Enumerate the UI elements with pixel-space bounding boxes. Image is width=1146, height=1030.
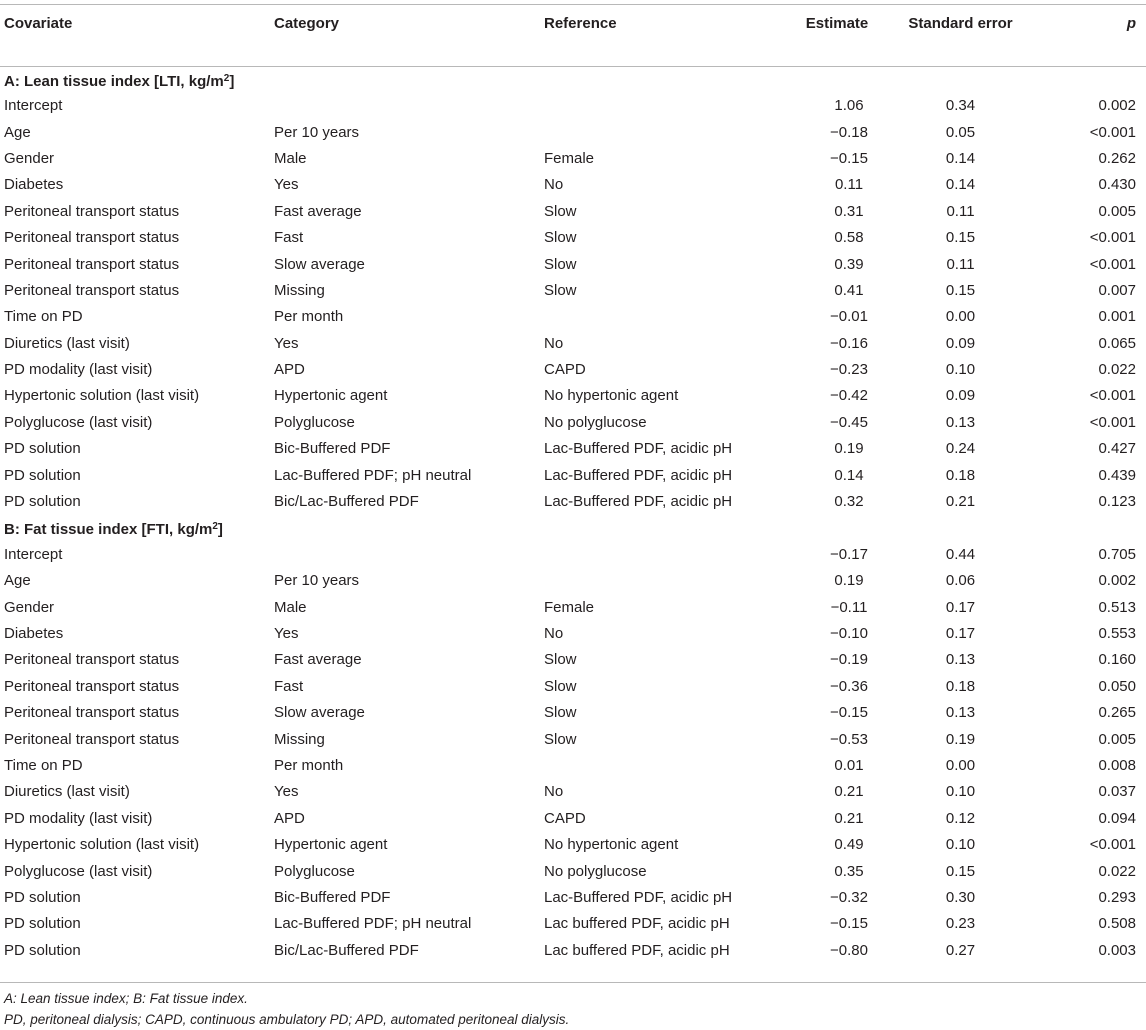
category-cell: Bic/Lac-Buffered PDF	[274, 941, 419, 959]
standard-error-cell: 0.13	[945, 704, 976, 722]
covariate-cell: Peritoneal transport status	[4, 202, 180, 220]
header-standard-error: Standard error	[908, 15, 1013, 32]
header-category: Category	[274, 15, 340, 32]
standard-error-cell: 0.05	[945, 123, 976, 141]
category-cell: Missing	[274, 281, 325, 299]
p-value-cell: 0.439	[1098, 466, 1136, 484]
table-header	[0, 9, 1146, 61]
p-value-cell: 0.022	[1098, 361, 1136, 379]
reference-cell	[540, 304, 790, 330]
section-title	[0, 61, 1146, 93]
estimate-cell: −0.80	[830, 941, 868, 959]
p-value-cell: 0.008	[1098, 756, 1136, 774]
estimate-cell: 1.06	[834, 97, 864, 115]
reference-cell	[540, 753, 790, 779]
standard-error-cell: 0.30	[945, 888, 976, 906]
p-value-cell: 0.022	[1098, 862, 1136, 880]
reference-cell: Lac-Buffered PDF, acidic pH	[544, 493, 733, 511]
table-row	[0, 621, 1146, 647]
table-row	[0, 594, 1146, 620]
estimate-cell: 0.41	[834, 281, 864, 299]
reference-cell: Female	[544, 149, 595, 167]
covariate-cell: PD solution	[4, 466, 81, 484]
estimate-cell: −0.36	[830, 677, 868, 695]
standard-error-cell: 0.34	[945, 97, 976, 115]
reference-cell: Lac-Buffered PDF, acidic pH	[544, 466, 733, 484]
standard-error-cell: 0.10	[945, 836, 976, 854]
section-title	[0, 515, 1146, 541]
category-cell: Per month	[274, 756, 344, 774]
category-cell: Hypertonic agent	[274, 836, 388, 854]
category-cell: APD	[274, 809, 305, 827]
standard-error-cell: 0.06	[945, 572, 976, 590]
category-cell	[270, 93, 540, 119]
reference-cell: CAPD	[544, 361, 586, 379]
regression-table	[0, 9, 1146, 964]
table-row	[0, 462, 1146, 488]
category-cell: Lac-Buffered PDF; pH neutral	[274, 466, 472, 484]
estimate-cell: −0.18	[830, 123, 868, 141]
p-value-cell: 0.513	[1098, 598, 1136, 616]
p-value-cell: 0.293	[1098, 888, 1136, 906]
p-value-cell: 0.430	[1098, 176, 1136, 194]
p-value-cell: 0.002	[1098, 97, 1136, 115]
category-cell: Yes	[274, 176, 299, 194]
table-row	[0, 172, 1146, 198]
p-value-cell: 0.262	[1098, 149, 1136, 167]
section-heading-row	[0, 61, 1146, 93]
category-cell: Yes	[274, 334, 299, 352]
standard-error-cell: 0.15	[945, 281, 976, 299]
covariate-cell: Time on PD	[4, 308, 83, 326]
standard-error-cell: 0.17	[945, 598, 976, 616]
section-title-tail: ]	[229, 73, 235, 90]
standard-error-cell: 0.23	[945, 915, 976, 933]
p-value-cell: <0.001	[1089, 387, 1136, 405]
standard-error-cell: 0.11	[946, 202, 975, 220]
estimate-cell: −0.53	[830, 730, 868, 748]
table-row	[0, 779, 1146, 805]
reference-cell: Slow	[544, 202, 577, 220]
covariate-cell: Peritoneal transport status	[4, 677, 180, 695]
estimate-cell: −0.32	[830, 888, 868, 906]
covariate-cell: Gender	[4, 149, 55, 167]
p-value-cell: 0.160	[1098, 651, 1136, 669]
estimate-cell: 0.58	[834, 229, 864, 247]
p-value-cell: <0.001	[1089, 413, 1136, 431]
p-value-cell: 0.427	[1098, 440, 1136, 458]
reference-cell: No	[544, 625, 564, 642]
covariate-cell: Polyglucose (last visit)	[4, 862, 153, 880]
covariate-cell: Peritoneal transport status	[4, 730, 180, 748]
category-cell: Polyglucose	[274, 862, 355, 880]
category-cell: Fast average	[274, 202, 362, 220]
reference-cell	[540, 119, 790, 145]
covariate-cell: Diabetes	[4, 625, 64, 642]
category-cell: Fast average	[274, 651, 362, 669]
p-value-cell: 0.003	[1098, 941, 1136, 959]
covariate-cell: Diabetes	[4, 176, 64, 194]
estimate-cell: −0.19	[830, 651, 868, 669]
covariate-cell: PD modality (last visit)	[4, 809, 153, 827]
estimate-cell: 0.31	[834, 202, 864, 220]
table-row	[0, 832, 1146, 858]
category-cell: Bic-Buffered PDF	[274, 888, 391, 906]
covariate-cell: PD solution	[4, 915, 81, 933]
reference-cell: Female	[544, 598, 595, 616]
standard-error-cell: 0.11	[946, 255, 975, 273]
estimate-cell: 0.19	[834, 440, 864, 458]
category-cell: Yes	[274, 625, 299, 642]
reference-cell: No	[544, 783, 564, 801]
standard-error-cell: 0.12	[945, 809, 976, 827]
reference-cell	[540, 542, 790, 568]
table-row	[0, 119, 1146, 145]
covariate-cell: Hypertonic solution (last visit)	[4, 836, 200, 854]
reference-cell: Slow	[544, 229, 577, 247]
covariate-cell: Peritoneal transport status	[4, 255, 180, 273]
table-row	[0, 304, 1146, 330]
category-cell: Slow average	[274, 704, 365, 722]
bottom-rule	[0, 982, 1146, 983]
reference-cell: CAPD	[544, 809, 586, 827]
section-title-superscript: 2	[212, 521, 218, 533]
table-row	[0, 331, 1146, 357]
covariate-cell: PD solution	[4, 493, 81, 511]
covariate-cell: Peritoneal transport status	[4, 651, 180, 669]
standard-error-cell: 0.14	[945, 176, 976, 194]
estimate-cell: −0.23	[830, 361, 868, 379]
covariate-cell: PD solution	[4, 941, 81, 959]
estimate-cell: −0.45	[830, 413, 868, 431]
covariate-cell: Age	[4, 572, 31, 590]
covariate-cell: Time on PD	[4, 756, 83, 774]
table-row	[0, 674, 1146, 700]
p-value-cell: <0.001	[1089, 229, 1136, 247]
covariate-cell: Peritoneal transport status	[4, 704, 180, 722]
estimate-cell: 0.49	[834, 836, 864, 854]
p-value-cell: 0.050	[1098, 677, 1136, 695]
standard-error-cell: 0.10	[945, 361, 976, 379]
standard-error-cell: 0.44	[945, 545, 976, 563]
standard-error-cell: 0.21	[945, 493, 976, 511]
header-covariate: Covariate	[4, 15, 73, 32]
reference-cell: Lac buffered PDF, acidic pH	[544, 915, 730, 933]
p-value-cell: 0.508	[1098, 915, 1136, 933]
standard-error-cell: 0.09	[945, 334, 976, 352]
section-title-superscript: 2	[223, 73, 230, 84]
category-cell: Polyglucose	[274, 413, 355, 431]
section-title-tail: ]	[217, 521, 223, 539]
estimate-cell: −0.42	[830, 387, 868, 405]
covariate-cell: PD modality (last visit)	[4, 361, 153, 379]
table-row	[0, 938, 1146, 964]
table-row	[0, 436, 1146, 462]
reference-cell	[540, 93, 790, 119]
category-cell: Hypertonic agent	[274, 387, 388, 405]
estimate-cell: −0.15	[830, 704, 868, 722]
estimate-cell: 0.39	[834, 255, 864, 273]
standard-error-cell: 0.13	[945, 651, 976, 669]
table-row	[0, 251, 1146, 277]
table-row	[0, 647, 1146, 673]
category-cell: Fast	[274, 677, 304, 695]
table-row	[0, 568, 1146, 594]
covariate-cell: Peritoneal transport status	[4, 229, 180, 247]
category-cell: APD	[274, 361, 305, 379]
table-row	[0, 911, 1146, 937]
standard-error-cell: 0.17	[945, 625, 976, 642]
category-cell: Male	[274, 598, 307, 616]
p-value-cell: 0.094	[1098, 809, 1136, 827]
covariate-cell: Hypertonic solution (last visit)	[4, 387, 200, 405]
standard-error-cell: 0.00	[945, 756, 976, 774]
standard-error-cell: 0.19	[945, 730, 976, 748]
p-value-cell: 0.705	[1098, 545, 1136, 563]
estimate-cell: 0.21	[834, 783, 864, 801]
reference-cell: Slow	[544, 704, 577, 722]
table-row	[0, 489, 1146, 515]
estimate-cell: −0.15	[830, 915, 868, 933]
table-body	[0, 61, 1146, 964]
covariate-cell: Peritoneal transport status	[4, 281, 180, 299]
estimate-cell: 0.01	[834, 756, 864, 774]
standard-error-cell: 0.27	[945, 941, 976, 959]
covariate-cell: Polyglucose (last visit)	[4, 413, 153, 431]
estimate-cell: 0.32	[834, 493, 864, 511]
estimate-cell: −0.16	[830, 334, 868, 352]
standard-error-cell: 0.15	[945, 229, 976, 247]
reference-cell: Slow	[544, 281, 577, 299]
covariate-cell: Intercept	[4, 97, 63, 115]
reference-cell: No polyglucose	[544, 862, 647, 880]
covariate-cell: PD solution	[4, 888, 81, 906]
reference-cell: Lac-Buffered PDF, acidic pH	[544, 888, 733, 906]
p-value-cell: <0.001	[1089, 836, 1136, 854]
p-value-cell: 0.005	[1098, 730, 1136, 748]
footnote-abbreviations-sections: A: Lean tissue index; B: Fat tissue index.	[4, 991, 248, 1006]
estimate-cell: −0.10	[830, 625, 868, 642]
header-estimate: Estimate	[805, 15, 869, 32]
standard-error-cell: 0.10	[945, 783, 976, 801]
p-value-cell: 0.265	[1098, 704, 1136, 722]
category-cell: Bic/Lac-Buffered PDF	[274, 493, 419, 511]
standard-error-cell: 0.00	[945, 308, 976, 326]
header-row	[0, 9, 1146, 61]
standard-error-cell: 0.18	[945, 466, 976, 484]
category-cell: Per 10 years	[274, 123, 360, 141]
table-row	[0, 410, 1146, 436]
table-row	[0, 357, 1146, 383]
table-footnotes	[4, 988, 569, 1030]
table-row	[0, 542, 1146, 568]
section-title-text: A: Lean tissue index [LTI, kg/m	[4, 73, 224, 90]
reference-cell: Slow	[544, 255, 577, 273]
p-value-cell: 0.001	[1098, 308, 1136, 326]
p-value-cell: 0.002	[1098, 572, 1136, 590]
category-cell: Per 10 years	[274, 572, 360, 590]
category-cell: Male	[274, 149, 307, 167]
section-heading-row	[0, 515, 1146, 541]
estimate-cell: 0.11	[834, 176, 864, 194]
table-row	[0, 858, 1146, 884]
estimate-cell: −0.11	[830, 598, 868, 616]
covariate-cell: Intercept	[4, 545, 63, 563]
category-cell: Lac-Buffered PDF; pH neutral	[274, 915, 472, 933]
footnote-abbreviations-pd: PD, peritoneal dialysis; CAPD, continuous ambulatory PD; APD, automated peritoneal dialysis.	[4, 1012, 570, 1027]
p-value-cell: <0.001	[1089, 123, 1136, 141]
header-reference: Reference	[544, 15, 617, 32]
standard-error-cell: 0.24	[945, 440, 976, 458]
category-cell: Slow average	[274, 255, 365, 273]
standard-error-cell: 0.15	[945, 862, 976, 880]
covariate-cell: Gender	[4, 598, 55, 616]
table-row	[0, 700, 1146, 726]
reference-cell: No	[544, 334, 564, 352]
category-cell: Fast	[274, 229, 304, 247]
category-cell: Per month	[274, 308, 344, 326]
reference-cell: Lac-Buffered PDF, acidic pH	[544, 440, 733, 458]
estimate-cell: −0.15	[830, 149, 868, 167]
p-value-cell: 0.037	[1098, 783, 1136, 801]
table-row	[0, 93, 1146, 119]
p-value-cell: 0.065	[1098, 334, 1136, 352]
reference-cell: Slow	[544, 677, 577, 695]
top-rule	[0, 4, 1146, 5]
standard-error-cell: 0.09	[945, 387, 976, 405]
reference-cell: No hypertonic agent	[544, 387, 679, 405]
table-row	[0, 225, 1146, 251]
reference-cell: Slow	[544, 651, 577, 669]
table-row	[0, 383, 1146, 409]
reference-cell: No polyglucose	[544, 413, 647, 431]
estimate-cell: 0.14	[834, 466, 864, 484]
table-row	[0, 806, 1146, 832]
reference-cell: Slow	[544, 730, 577, 748]
reference-cell: No	[544, 176, 564, 194]
header-p-value: p	[1126, 15, 1136, 32]
table-row	[0, 753, 1146, 779]
section-title-text: B: Fat tissue index [FTI, kg/m	[4, 521, 213, 539]
estimate-cell: −0.17	[830, 545, 868, 563]
table-row	[0, 726, 1146, 752]
p-value-cell: 0.123	[1098, 493, 1136, 511]
category-cell	[270, 542, 540, 568]
reference-cell: No hypertonic agent	[544, 836, 679, 854]
estimate-cell: −0.01	[830, 308, 868, 326]
category-cell: Missing	[274, 730, 325, 748]
table-row	[0, 146, 1146, 172]
category-cell: Yes	[274, 783, 299, 801]
p-value-cell: 0.553	[1098, 625, 1136, 642]
covariate-cell: Age	[4, 123, 31, 141]
standard-error-cell: 0.18	[945, 677, 976, 695]
standard-error-cell: 0.13	[945, 413, 976, 431]
estimate-cell: 0.19	[834, 572, 864, 590]
estimate-cell: 0.35	[834, 862, 864, 880]
p-value-cell: <0.001	[1089, 255, 1136, 273]
table-row	[0, 885, 1146, 911]
p-value-cell: 0.005	[1098, 202, 1136, 220]
standard-error-cell: 0.14	[945, 149, 976, 167]
reference-cell	[540, 568, 790, 594]
category-cell: Bic-Buffered PDF	[274, 440, 391, 458]
estimate-cell: 0.21	[834, 809, 864, 827]
covariate-cell: PD solution	[4, 440, 81, 458]
table-row	[0, 278, 1146, 304]
covariate-cell: Diuretics (last visit)	[4, 334, 130, 352]
covariate-cell: Diuretics (last visit)	[4, 783, 130, 801]
reference-cell: Lac buffered PDF, acidic pH	[544, 941, 730, 959]
table-row	[0, 199, 1146, 225]
p-value-cell: 0.007	[1098, 281, 1136, 299]
